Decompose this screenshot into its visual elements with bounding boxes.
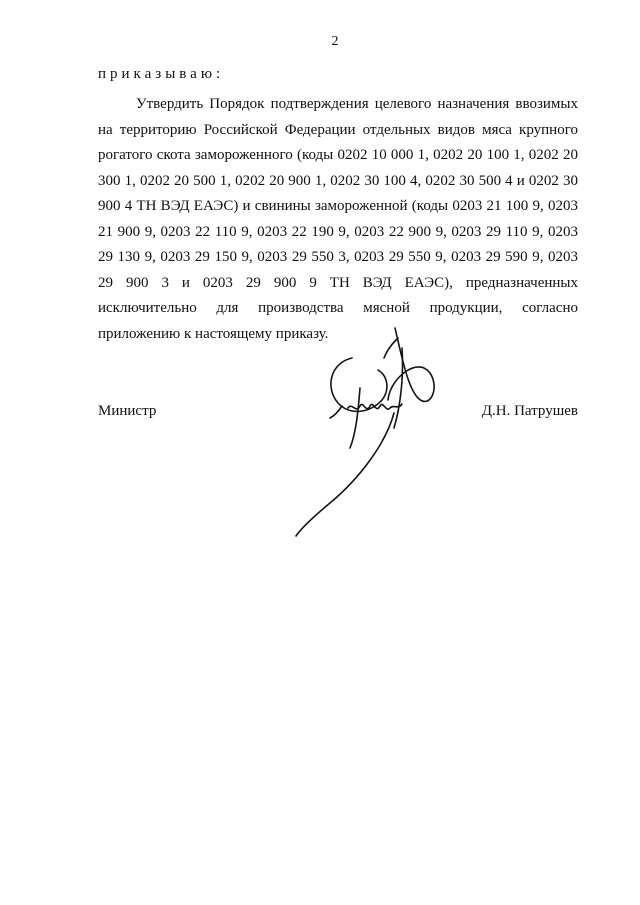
order-word: приказываю: <box>98 66 225 82</box>
handwritten-signature <box>290 318 450 540</box>
signatory-position: Министр <box>98 403 157 419</box>
signatory-name: Д.Н. Патрушев <box>481 403 578 419</box>
page-number: 2 <box>331 34 339 49</box>
order-body-paragraph: Утвердить Порядок подтверждения целевого назначения ввозимых на территорию Российской Федерации отдельных видов мяса крупного рогатого скота замороженного (коды 0202 10 000 1, 0202 20 100 1, 0202 20 300 1, 0202 20 500 1, 0202 20 900 1, 0202 30 100 4, 0202 30 500 4 и 0202 30 900 4 ТН ВЭД ЕАЭС) и свинины замороженной (коды 0203 21 100 9, 0203 21 900 9, 0203 22 110 9, 0203 22 190 9, 0203 22 900 9, 0203 29 110 9, 0203 29 130 9, 0203 29 150 9, 0203 29 550 3, 0203 29 550 9, 0203 29 590 9, 0203 29 900 3 и 0203 29 900 9 ТН ВЭД ЕАЭС), предназначенных исключительно для производства мясной продукции, согласно приложению к настоящему приказу. <box>98 96 578 342</box>
